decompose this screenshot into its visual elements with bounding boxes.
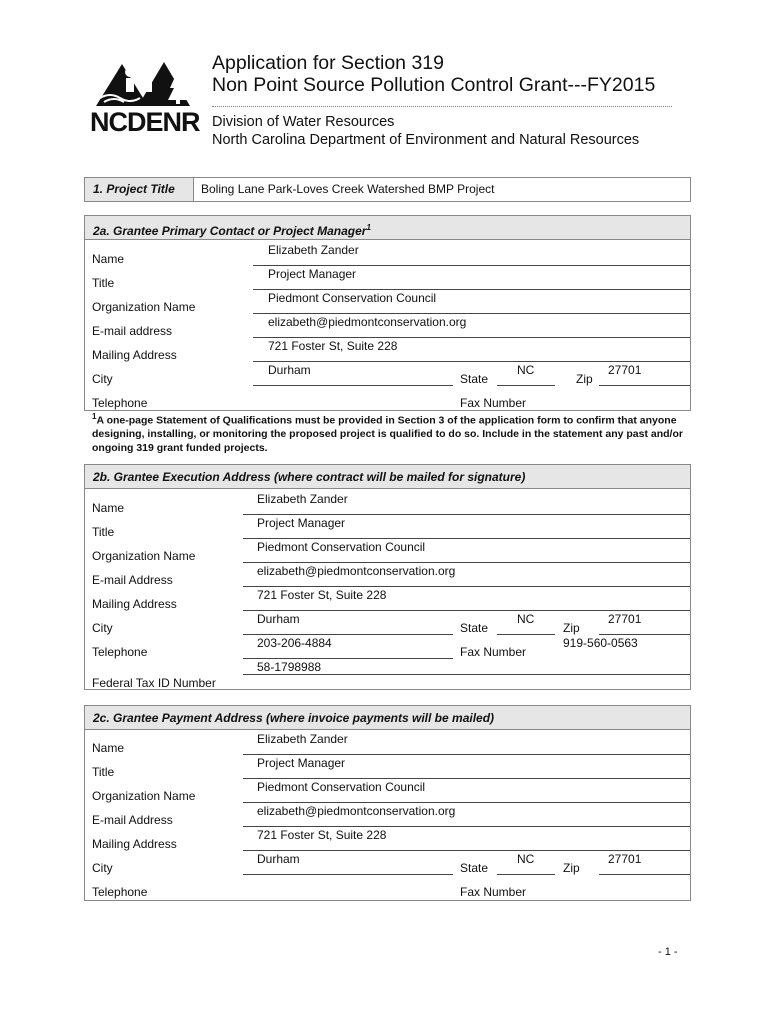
email-underline [243, 826, 690, 827]
section-2c-header: 2c. Grantee Payment Address (where invoice payments will be mailed) [85, 706, 690, 730]
title-field[interactable]: Project Manager [268, 267, 357, 281]
city-label: City [92, 621, 113, 635]
mailing-field[interactable]: 721 Foster St, Suite 228 [268, 339, 398, 353]
email-label: E-mail Address [92, 573, 173, 587]
org-label: Organization Name [92, 549, 196, 563]
page-title-line2: Non Point Source Pollution Control Grant---FY2015 [212, 74, 656, 96]
state-field[interactable]: NC [517, 363, 535, 377]
email-field[interactable]: elizabeth@piedmontconservation.org [257, 564, 456, 578]
city-label: City [92, 372, 113, 386]
email-underline [243, 586, 690, 587]
city-underline [243, 874, 453, 875]
name-underline [253, 265, 690, 266]
title-label: Title [92, 276, 115, 290]
email-label: E-mail Address [92, 813, 173, 827]
email-field[interactable]: elizabeth@piedmontconservation.org [268, 315, 467, 329]
logo-text: NCDENR [90, 107, 200, 137]
org-underline [243, 802, 690, 803]
name-label: Name [92, 252, 125, 266]
state-label: State [460, 861, 489, 875]
email-underline [253, 337, 690, 338]
city-field[interactable]: Durham [257, 852, 300, 866]
name-underline [243, 754, 690, 755]
org-field[interactable]: Piedmont Conservation Council [257, 780, 426, 794]
section-2b-box [84, 464, 691, 690]
org-field[interactable]: Piedmont Conservation Council [268, 291, 437, 305]
zip-field[interactable]: 27701 [608, 612, 642, 626]
email-label: E-mail address [92, 324, 173, 338]
title-underline [243, 778, 690, 779]
state-label: State [460, 372, 489, 386]
zip-underline [599, 634, 690, 635]
section-2b-header: 2b. Grantee Execution Address (where contract will be mailed for signature) [85, 465, 690, 489]
zip-label: Zip [563, 861, 580, 875]
fax-label: Fax Number [460, 645, 527, 659]
project-title-field[interactable]: Boling Lane Park-Loves Creek Watershed BMP Project [201, 182, 495, 196]
telephone-label: Telephone [92, 645, 148, 659]
tax-id-label: Federal Tax ID Number [92, 676, 216, 690]
zip-label: Zip [563, 621, 580, 635]
tax-id-field[interactable]: 58-1798988 [257, 660, 322, 674]
mailing-label: Mailing Address [92, 348, 177, 362]
telephone-underline [243, 658, 453, 659]
section-2a-header: 2a. Grantee Primary Contact or Project Manager$^1$ [85, 216, 690, 240]
state-label: State [460, 621, 489, 635]
page-number: - 1 - [658, 946, 678, 958]
state-underline [497, 874, 555, 875]
mailing-label: Mailing Address [92, 597, 177, 611]
fax-label: Fax Number [460, 885, 527, 899]
telephone-field[interactable]: 203-206-4884 [257, 636, 332, 650]
title-underline [253, 289, 690, 290]
telephone-label: Telephone [92, 396, 148, 410]
state-field[interactable]: NC [517, 852, 535, 866]
name-underline [243, 514, 690, 515]
fax-label: Fax Number [460, 396, 527, 410]
org-field[interactable]: Piedmont Conservation Council [257, 540, 426, 554]
name-label: Name [92, 501, 125, 515]
mailing-field[interactable]: 721 Foster St, Suite 228 [257, 828, 387, 842]
telephone-label: Telephone [92, 885, 148, 899]
state-underline [497, 634, 555, 635]
title-label: Title [92, 525, 115, 539]
page-title-line1: Application for Section 319 [212, 52, 444, 74]
mailing-label: Mailing Address [92, 837, 177, 851]
mailing-underline [243, 610, 690, 611]
mailing-underline [253, 361, 690, 362]
name-label: Name [92, 741, 125, 755]
org-underline [243, 562, 690, 563]
project-title-label: 1. Project Title [93, 182, 175, 196]
title-underline [243, 538, 690, 539]
org-underline [253, 313, 690, 314]
email-field[interactable]: elizabeth@piedmontconservation.org [257, 804, 456, 818]
city-field[interactable]: Durham [257, 612, 300, 626]
title-label: Title [92, 765, 115, 779]
org-label: Organization Name [92, 300, 196, 314]
project-title-box [84, 177, 691, 202]
name-field[interactable]: Elizabeth Zander [268, 243, 359, 257]
division-name: Division of Water Resources [212, 114, 395, 130]
state-underline [497, 385, 555, 386]
zip-underline [599, 874, 690, 875]
city-label: City [92, 861, 113, 875]
section-2c-box [84, 705, 691, 901]
city-field[interactable]: Durham [268, 363, 311, 377]
zip-field[interactable]: 27701 [608, 852, 642, 866]
title-field[interactable]: Project Manager [257, 756, 346, 770]
zip-underline [599, 385, 690, 386]
fax-field[interactable]: 919-560-0563 [563, 636, 638, 650]
name-field[interactable]: Elizabeth Zander [257, 732, 348, 746]
footnote-text: $^1$A one-page Statement of Qualifications must be provided in Section 3 of the application form to confirm that anyone designing, installing, or monitoring the proposed project is qualified to do so. Include in the statement any past and/or ongoing 319 grant funded projects. [92, 412, 683, 454]
zip-field[interactable]: 27701 [608, 363, 642, 377]
title-field[interactable]: Project Manager [257, 516, 346, 530]
department-name: North Carolina Department of Environment and Natural Resources [212, 132, 640, 148]
zip-label: Zip [576, 372, 593, 386]
section-2a-box [84, 215, 691, 411]
state-field[interactable]: NC [517, 612, 535, 626]
name-field[interactable]: Elizabeth Zander [257, 492, 348, 506]
city-underline [253, 385, 453, 386]
mailing-underline [243, 850, 690, 851]
tax-id-underline [243, 674, 690, 675]
org-label: Organization Name [92, 789, 196, 803]
city-underline [243, 634, 453, 635]
header-divider [212, 106, 672, 107]
mailing-field[interactable]: 721 Foster St, Suite 228 [257, 588, 387, 602]
